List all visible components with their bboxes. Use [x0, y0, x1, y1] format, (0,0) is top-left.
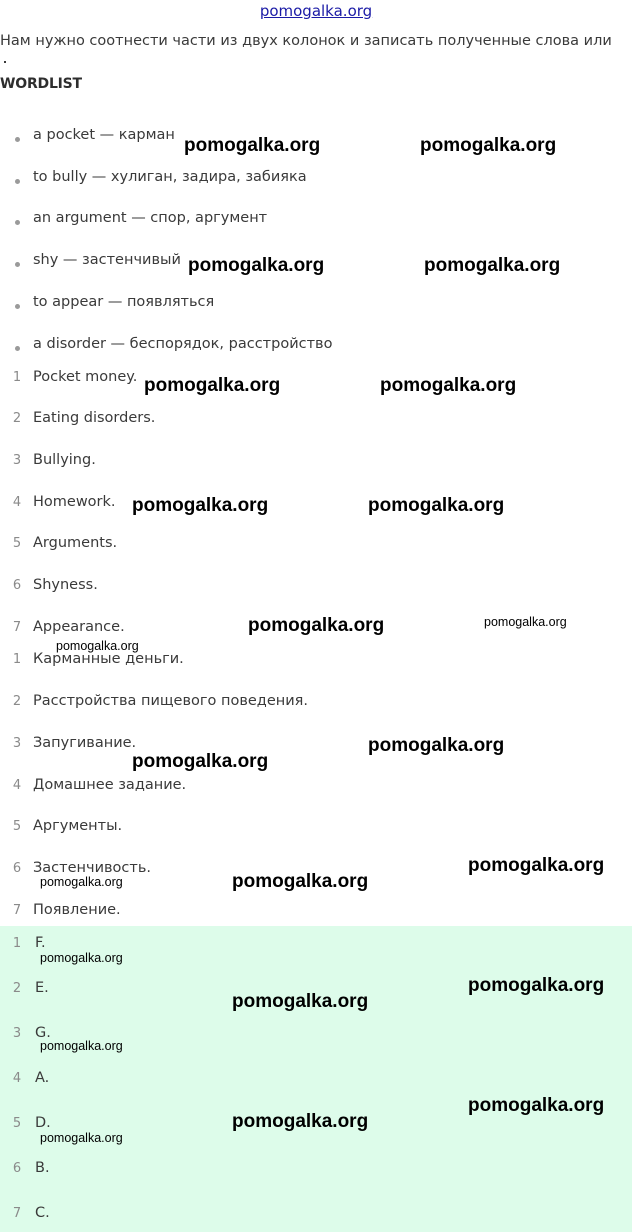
watermark: pomogalka.org — [424, 255, 561, 276]
watermark: pomogalka.org — [232, 871, 369, 892]
watermark: pomogalka.org — [56, 639, 139, 653]
watermark: pomogalka.org — [368, 495, 505, 516]
bullet-icon — [15, 304, 20, 309]
bullet-icon — [15, 346, 20, 351]
watermark: pomogalka.org — [40, 1039, 123, 1053]
watermark: pomogalka.org — [144, 375, 281, 396]
watermark: pomogalka.org — [232, 1111, 369, 1132]
watermark: pomogalka.org — [40, 1131, 123, 1145]
watermark: pomogalka.org — [468, 855, 605, 876]
watermark: pomogalka.org — [248, 615, 385, 636]
bullet-icon — [15, 262, 20, 267]
wordlist-heading: WORDLIST — [0, 76, 82, 92]
bullet-icon — [15, 137, 20, 142]
intro-text: Нам нужно соотнести части из двух колонок и записать полученные слова или — [0, 33, 612, 49]
bullet-icon — [15, 179, 20, 184]
watermark: pomogalka.org — [132, 751, 269, 772]
site-link[interactable]: pomogalka.org — [259, 2, 373, 20]
watermark: pomogalka.org — [380, 375, 517, 396]
watermark: pomogalka.org — [484, 615, 567, 629]
watermark: pomogalka.org — [420, 135, 557, 156]
bullet-icon — [15, 220, 20, 225]
watermark: pomogalka.org — [468, 975, 605, 996]
watermark: pomogalka.org — [232, 991, 369, 1012]
watermark: pomogalka.org — [132, 495, 269, 516]
intro-continuation-dot — [4, 61, 6, 63]
watermark: pomogalka.org — [40, 875, 123, 889]
watermark: pomogalka.org — [184, 135, 321, 156]
watermark: pomogalka.org — [188, 255, 325, 276]
answers-panel: 1 F. 2 E. 3 G. 4 A. 5 D. 6 B. 7 C. — [0, 926, 632, 1232]
watermark: pomogalka.org — [368, 735, 505, 756]
watermark: pomogalka.org — [468, 1095, 605, 1116]
watermark: pomogalka.org — [40, 951, 123, 965]
